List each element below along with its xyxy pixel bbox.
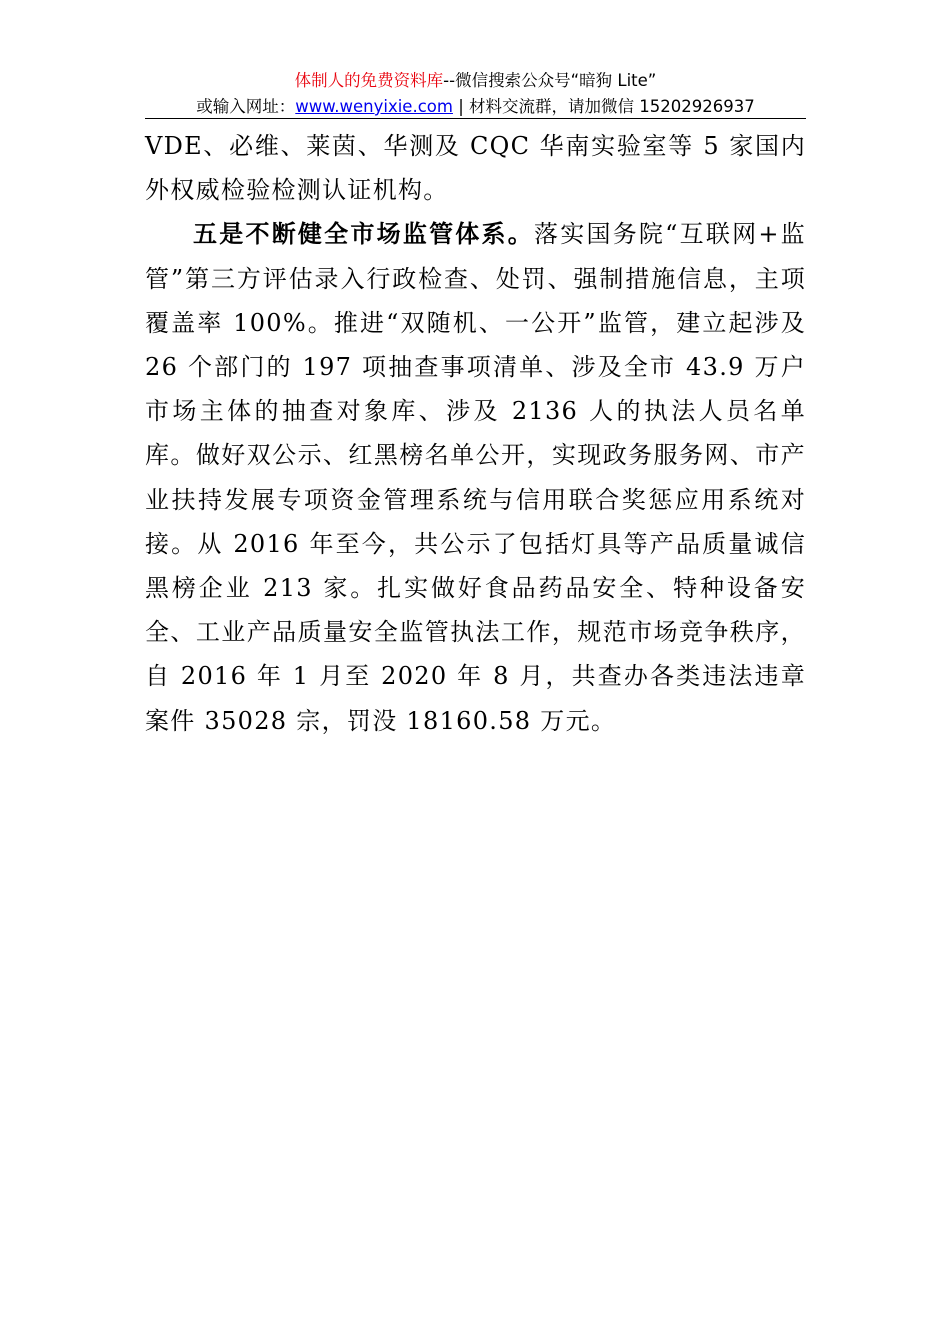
paragraph-2 xyxy=(145,212,806,742)
paragraph-1: VDE、必维、莱茵、华测及 CQC 华南实验室等 5 家国内外权威检验检测认证机构。 xyxy=(145,132,806,205)
document-body xyxy=(145,124,806,743)
page-header xyxy=(145,68,806,120)
paragraph-2-text: 落实国务院“互联网+监管”第三方评估录入行政检查、处罚、强制措施信息，主项覆盖率 100%。推进“双随机、一公开”监管，建立起涉及 26 个部门的 197 项抽查事项清单、涉及全市 43.9 万户市场主体的抽查对象库、涉及 2136 人的执法人员名单库。做好双公示、红黑榜名单公开，实现政务服务网、市产业扶持发展专项资金管理系统与信用联合奖惩应用系统对接。从 2016 年至今，共公示了包括灯具等产品质量诚信黑榜企业 213 家。扎实做好食品药品安全、特种设备安全、工业产品质量安全监管执法工作，规范市场竞争秩序，自 2016 年 1 月至 2020 年 8 月，共查办各类违法违章案件 35028 宗，罚没 18160.58 万元。 xyxy=(145,220,806,735)
paragraph-2-heading: 五是不断健全市场监管体系。 xyxy=(193,220,534,249)
header-divider xyxy=(145,118,806,119)
brand-title: 体制人的免费资料库 xyxy=(294,71,444,90)
site-prefix: 或输入网址： xyxy=(196,97,296,116)
contact-info: | 材料交流群，请加微信 15202926937 xyxy=(458,97,755,116)
header-line-2 xyxy=(145,94,806,120)
site-link[interactable]: www.wenyixie.com xyxy=(295,97,453,116)
header-line-1 xyxy=(145,68,806,94)
header-tagline: --微信搜索公众号“暗狗 Lite” xyxy=(443,71,657,90)
